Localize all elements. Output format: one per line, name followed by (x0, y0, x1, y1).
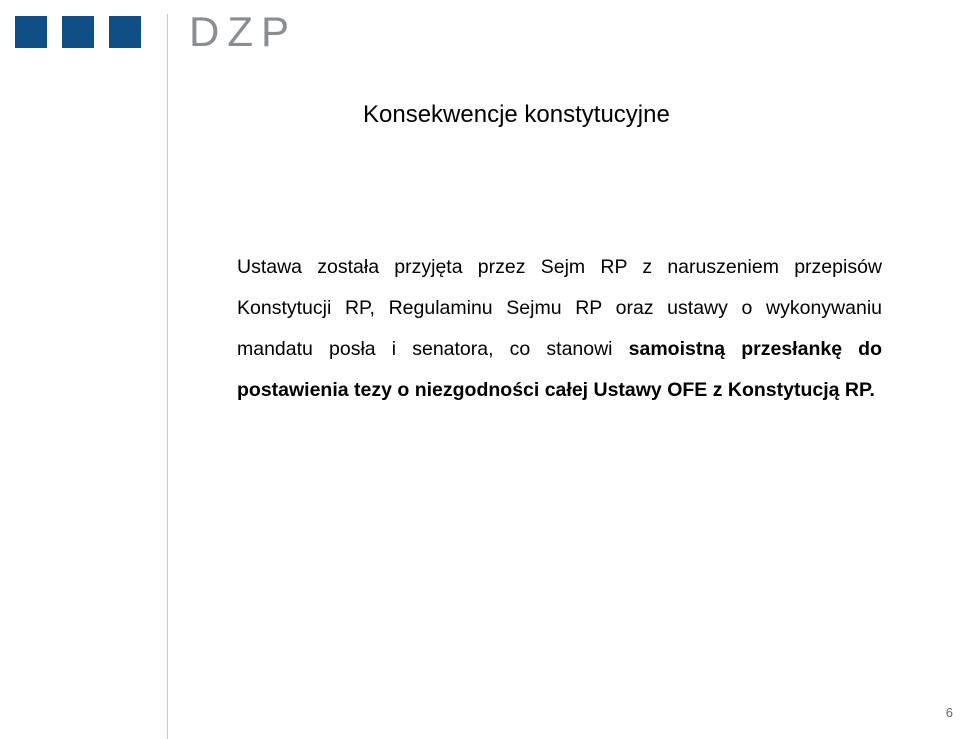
logo-square-2 (62, 16, 94, 48)
vertical-divider (167, 14, 168, 739)
logo-square-3 (109, 16, 141, 48)
logo-squares (15, 16, 141, 48)
dzp-logo: DZP (189, 8, 297, 55)
page-number: 6 (945, 705, 953, 720)
slide-body (237, 247, 882, 411)
body-bold-text: samoistną przesłankę do postawienia tezy o niezgodności całej Ustawy OFE z Konstytucją RP. (237, 338, 883, 401)
logo-square-1 (15, 16, 47, 48)
body-regular-text: Ustawa została przyjęta przez Sejm RP z naruszeniem przepisów Konstytucji RP, Regulaminu Sejmu RP oraz ustawy o wykonywaniu mandatu posła i senatora, co stanowi (237, 256, 882, 360)
slide-title: Konsekwencje konstytucyjne (363, 101, 670, 128)
